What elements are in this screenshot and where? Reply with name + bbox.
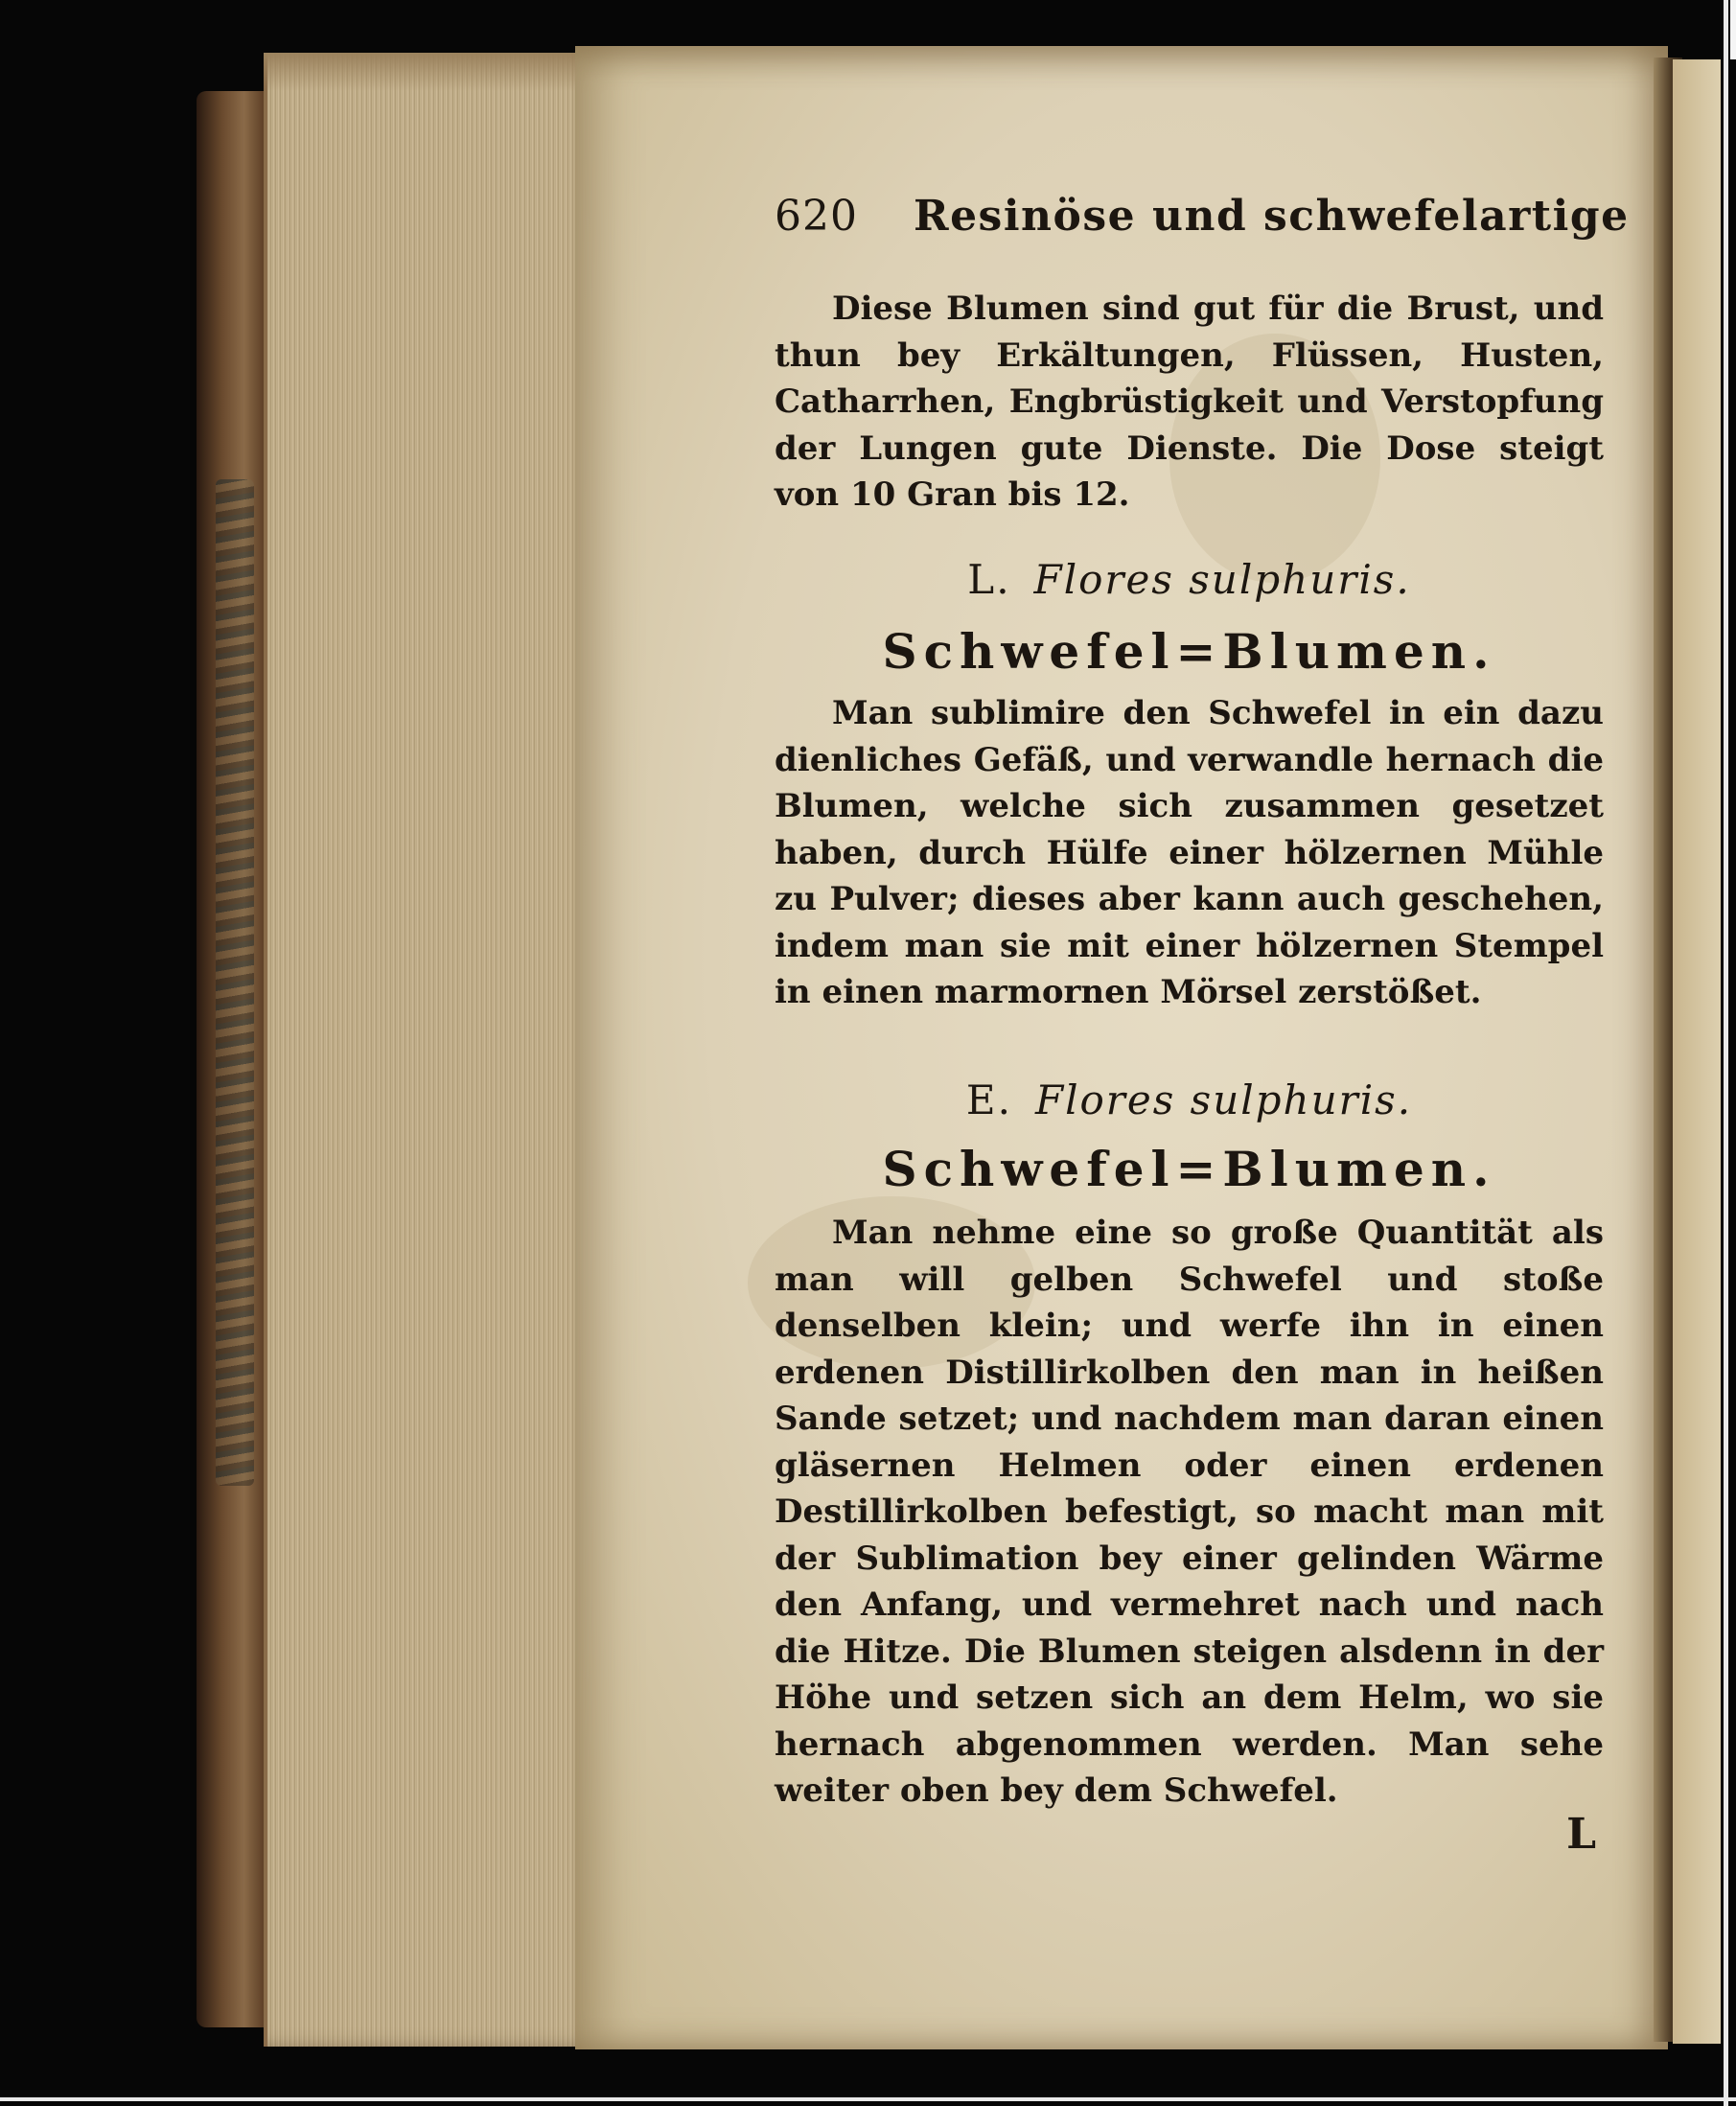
- section-letter: L.: [967, 556, 1011, 603]
- spine-marbled-cover: [216, 479, 254, 1486]
- section-heading-latin: [775, 556, 1604, 603]
- latin-title: Flores sulphuris.: [1034, 1076, 1413, 1123]
- latin-title: Flores sulphuris.: [1033, 556, 1411, 603]
- scan-frame-corner: [1730, 0, 1736, 59]
- catchword: L: [1566, 1810, 1596, 1859]
- scan-frame-edge: [1724, 0, 1728, 2106]
- paragraph-intro: Diese Blumen sind gut für die Brust, und thun bey Erkältungen, Flüssen, Husten, Catharrhen, Engbrüstigkeit und Verstopfung der Lungen gute Dienste. Die Dose steigt von 10 Gran bis 12.: [775, 289, 1604, 514]
- section-letter: E.: [965, 1076, 1012, 1123]
- section-heading-german: Schwefel=Blumen.: [882, 623, 1496, 680]
- scan-frame-bottom: [0, 2097, 1736, 2101]
- paragraph-section-e: Man nehme eine so große Quantität als man will gelben Schwefel und stoße denselben klein; und werfe ihn in einen erdenen Distillirkolben den man in heißen Sande setzet; und nachdem man daran einen gläsernen Helmen oder einen erdenen Destillirkolben befestigt, so macht man mit der Sublimation bey einer gelinden Wärme den Anfang, und vermehret nach und nach die Hitze. Die Blumen steigen alsdenn in der Höhe und setzen sich an dem Helm, wo sie hernach abgenommen werden. Man sehe weiter oben bey dem Schwefel.: [775, 1214, 1604, 1810]
- running-head: [775, 192, 1630, 241]
- paragraph-section-l: Man sublimire den Schwefel in ein dazu dienliches Gefäß, und verwandle hernach die Blumen, welche sich zusammen gesetzet haben, durch Hülfe einer hölzernen Mühle zu Pulver; dieses aber kann auch geschehen, indem man sie mit einer hölzernen Stempel in einen marmornen Mörsel zerstößet.: [775, 694, 1604, 1011]
- facing-page-edge: [1673, 59, 1721, 2044]
- page-block-shadow: [264, 53, 594, 91]
- section-heading-latin: [775, 1076, 1604, 1123]
- page-number: 620: [775, 192, 858, 241]
- page-block-edge: [264, 53, 598, 2047]
- section-heading-german: Schwefel=Blumen.: [882, 1141, 1496, 1197]
- running-head-title: Resinöse und schwefelartige: [914, 192, 1630, 241]
